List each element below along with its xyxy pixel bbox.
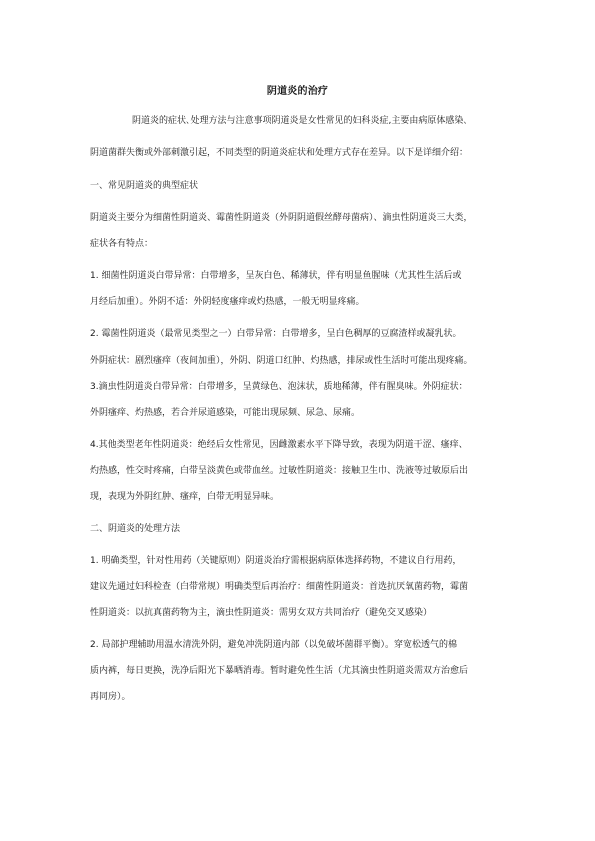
paragraph-line: 灼热感，性交时疼痛，白带呈淡黄色或带血丝。过敏性阴道炎：接触卫生巾、洗液等过敏原后出 bbox=[90, 466, 469, 476]
paragraph-line: 4.其他类型老年性阴道炎：绝经后女性常见，因雌激素水平下降导致，表现为阴道干涩、瘙痒、 bbox=[90, 440, 468, 450]
paragraph-line: 1. 细菌性阴道炎白带异常：白带增多，呈灰白色、稀薄状，伴有明显鱼腥味（尤其性生活后或 bbox=[90, 271, 462, 281]
paragraph-line: 1. 明确类型，针对性用药（关键原则）阴道炎治疗需根据病原体选择药物，不建议自行用药， bbox=[90, 556, 462, 566]
paragraph-line: 外阴瘙痒、灼热感，若合并尿道感染，可能出现尿频、尿急、尿痛。 bbox=[90, 408, 361, 418]
paragraph-line: 外阴症状：剧烈瘙痒（夜间加重），外阴、阴道口红肿、灼热感，排尿或性生活时可能出现疼痛。 bbox=[90, 356, 473, 366]
paragraph-line: 2. 局部护理辅助用温水清洗外阴，避免冲洗阴道内部（以免破坏菌群平衡）。穿宽松透气的棉 bbox=[90, 640, 457, 650]
paragraph-line: 症状各有特点： bbox=[90, 239, 154, 249]
paragraph-line: 2. 霉菌性阴道炎（最常见类型之一）白带异常：白带增多，呈白色稠厚的豆腐渣样或凝乳状。 bbox=[90, 329, 462, 339]
section-heading: 一、常见阴道炎的典型症状 bbox=[90, 181, 199, 191]
paragraph-line: 再同房）。 bbox=[90, 692, 131, 702]
paragraph-line: 阴道炎主要分为细菌性阴道炎、霉菌性阴道炎（外阴阴道假丝酵母菌病）、滴虫性阴道炎三大类， bbox=[90, 213, 473, 223]
paragraph-line: 阴道菌群失衡或外部刺激引起，不同类型的阴道炎症状和处理方式存在差异。以下是详细介绍： bbox=[90, 148, 469, 158]
paragraph-line: 现，表现为外阴红肿、瘙痒，白带无明显异味。 bbox=[90, 492, 280, 502]
section-heading: 二、阴道炎的处理方法 bbox=[90, 524, 181, 534]
paragraph-line: 月经后加重）。外阴不适：外阴轻度瘙痒或灼热感，一般无明显疼痛。 bbox=[90, 297, 365, 307]
paragraph-line: 建议先通过妇科检查（白带常规）明确类型后再治疗：细菌性阴道炎：首选抗厌氧菌药物，霉菌 bbox=[90, 582, 469, 592]
paragraph-line: 性阴道炎：以抗真菌药物为主，滴虫性阴道炎：需男女双方共同治疗（避免交叉感染） bbox=[90, 608, 433, 618]
paragraph-line: 3.滴虫性阴道炎白带异常：白带增多，呈黄绿色、泡沫状，质地稀薄，伴有腥臭味。外阴症状： bbox=[90, 382, 468, 392]
paragraph-line: 质内裤，每日更换，洗净后阳光下暴晒消毒。暂时避免性生活（尤其滴虫性阴道炎需双方治愈后 bbox=[90, 666, 469, 676]
document-title: 阴道炎的治疗 bbox=[266, 86, 329, 97]
paragraph-line: 阴道炎的症状､处理方法与注意事项阴道炎是女性常见的妇科炎症,主要由病原体感染､ bbox=[132, 116, 468, 126]
